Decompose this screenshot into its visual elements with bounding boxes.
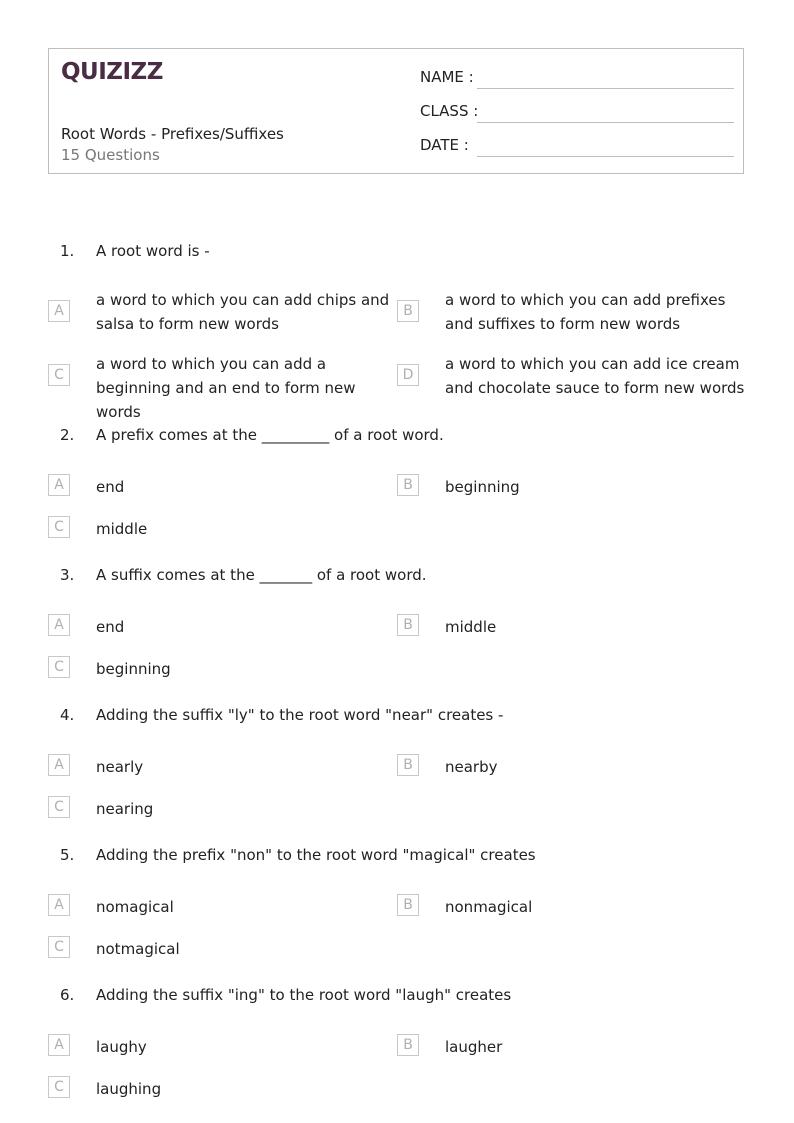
name-field[interactable] — [420, 68, 734, 92]
option-letter-box: C — [48, 936, 70, 958]
option-letter-box: B — [397, 300, 419, 322]
option-text: nearing — [96, 800, 154, 818]
question-text: A prefix comes at the _________ of a root word. — [96, 426, 444, 444]
option-letter-box: B — [397, 1034, 419, 1056]
option-text: laughing — [96, 1080, 162, 1098]
option-text: middle — [445, 618, 497, 636]
option-letter-box: A — [48, 754, 70, 776]
option-text: nonmagical — [445, 898, 533, 916]
option-text: nearly — [96, 758, 144, 776]
option-text: beginning — [445, 478, 520, 496]
question-number: 6. — [60, 986, 75, 1004]
worksheet-header — [48, 48, 744, 174]
option-letter-box: A — [48, 614, 70, 636]
class-line — [477, 122, 734, 123]
date-line — [477, 156, 734, 157]
class-label: CLASS : — [420, 102, 479, 120]
option-text: a word to which you can add chips and salsa to form new words — [96, 291, 390, 333]
option-letter-box: A — [48, 300, 70, 322]
question-number: 4. — [60, 706, 75, 724]
question-number: 1. — [60, 242, 75, 260]
option-letter-box: B — [397, 474, 419, 496]
option-text: nearby — [445, 758, 498, 776]
option-text: end — [96, 478, 125, 496]
quizizz-logo: QUIZIZZ — [61, 59, 163, 85]
option-text: middle — [96, 520, 148, 538]
date-label: DATE : — [420, 136, 469, 154]
option-letter-box: A — [48, 1034, 70, 1056]
question-text: A root word is - — [96, 242, 210, 260]
option-letter-box: B — [397, 614, 419, 636]
name-label: NAME : — [420, 68, 474, 86]
option-letter-box: D — [397, 364, 419, 386]
option-letter-box: B — [397, 894, 419, 916]
option-letter-box: C — [48, 796, 70, 818]
option-text: a word to which you can add prefixes and suffixes to form new words — [445, 291, 726, 333]
option-letter-box: A — [48, 474, 70, 496]
option-text: laughy — [96, 1038, 147, 1056]
option-letter-box: C — [48, 656, 70, 678]
quiz-title: Root Words - Prefixes/Suffixes — [61, 125, 284, 143]
question-text: Adding the prefix "non" to the root word "magical" creates — [96, 846, 536, 864]
option-letter-box: C — [48, 364, 70, 386]
option-text: a word to which you can add a beginning and an end to form new words — [96, 355, 356, 421]
option-text: a word to which you can add ice cream and chocolate sauce to form new words — [445, 355, 745, 397]
option-text: end — [96, 618, 125, 636]
option-letter-box: B — [397, 754, 419, 776]
question-number: 2. — [60, 426, 75, 444]
class-field[interactable] — [420, 102, 734, 126]
question-count: 15 Questions — [61, 146, 160, 164]
date-field[interactable] — [420, 136, 734, 160]
name-line — [477, 88, 734, 89]
option-text: nomagical — [96, 898, 174, 916]
question-number: 3. — [60, 566, 75, 584]
option-text: laugher — [445, 1038, 503, 1056]
question-text: Adding the suffix "ing" to the root word "laugh" creates — [96, 986, 512, 1004]
option-letter-box: C — [48, 1076, 70, 1098]
option-letter-box: A — [48, 894, 70, 916]
question-text: Adding the suffix "ly" to the root word "near" creates - — [96, 706, 504, 724]
option-text: beginning — [96, 660, 171, 678]
question-number: 5. — [60, 846, 75, 864]
question-text: A suffix comes at the _______ of a root word. — [96, 566, 427, 584]
option-letter-box: C — [48, 516, 70, 538]
option-text: notmagical — [96, 940, 180, 958]
